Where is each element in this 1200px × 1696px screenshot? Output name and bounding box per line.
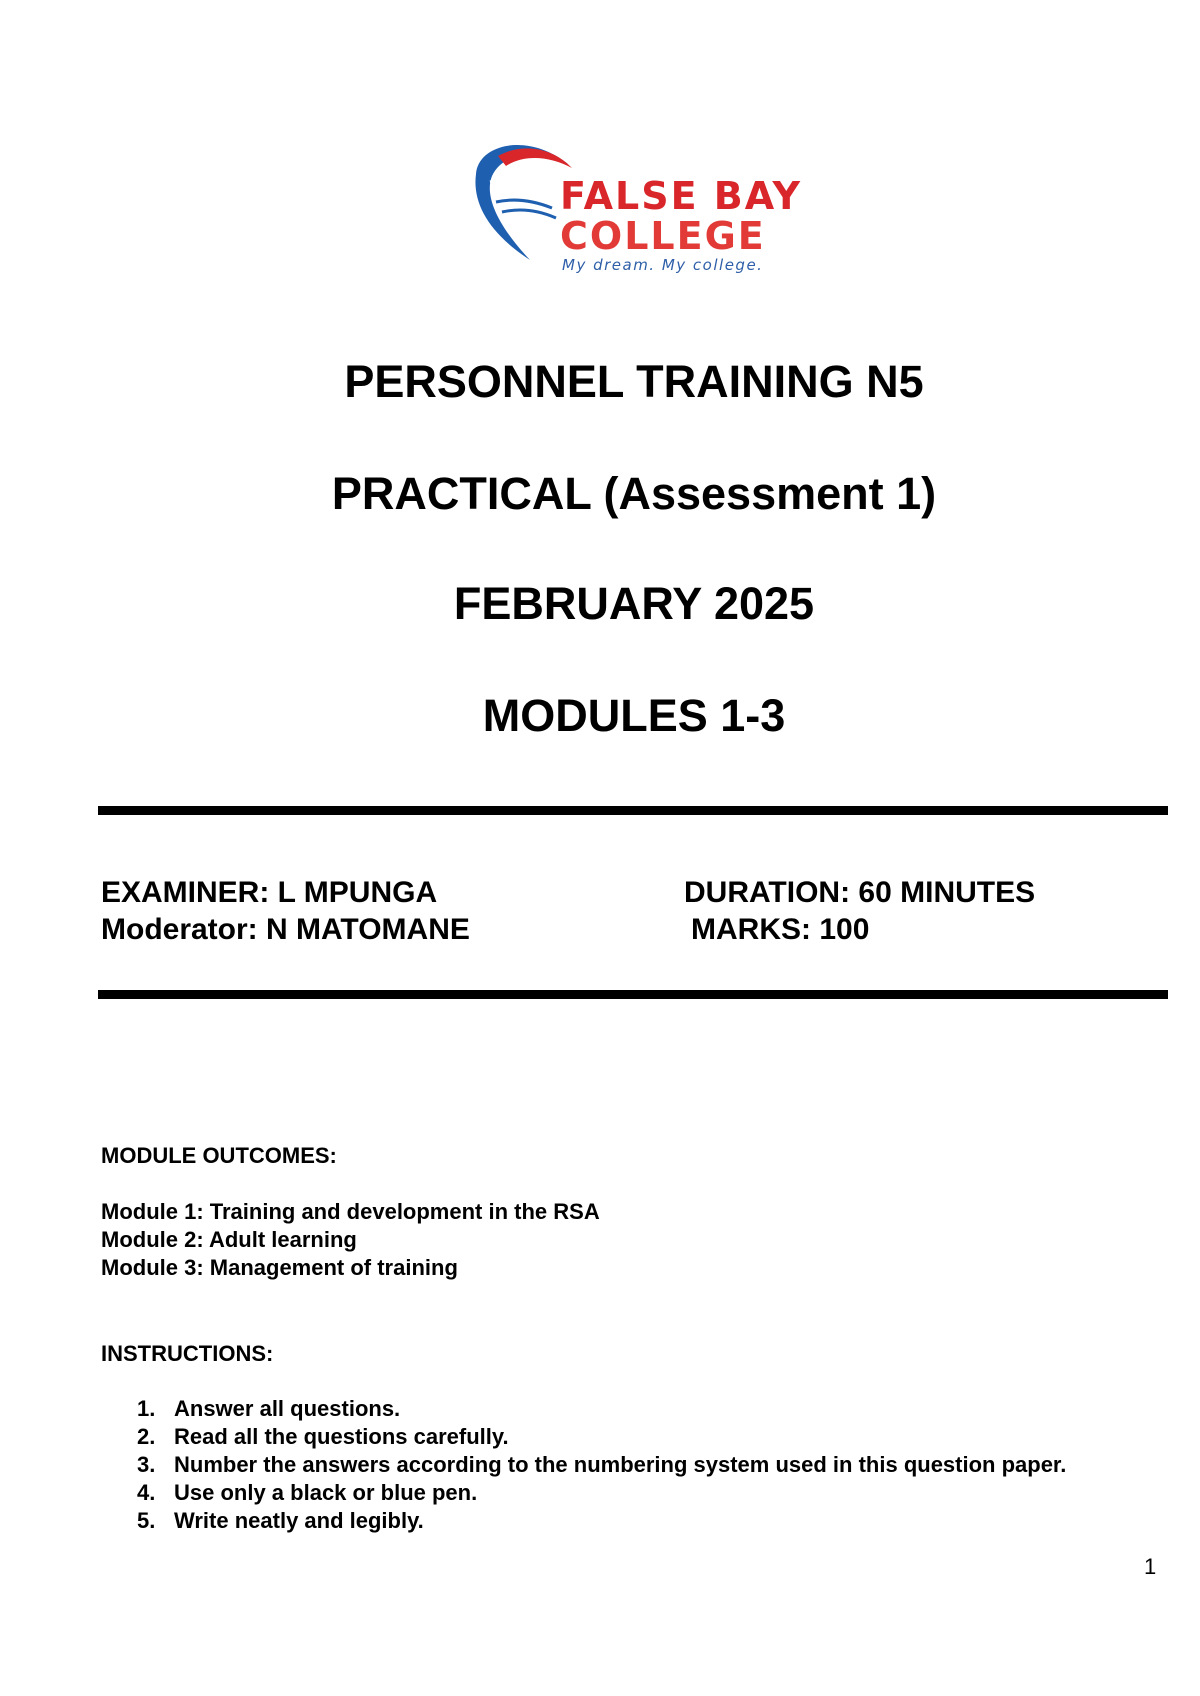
instruction-text: Read all the questions carefully. [174,1424,509,1449]
assessment-title: PRACTICAL (Assessment 1) [331,468,937,519]
logo-tagline: My dream. My college. [562,256,764,274]
instruction-text: Write neatly and legibly. [174,1508,424,1533]
examiner-line: EXAMINER: L MPUNGA [101,876,438,909]
instruction-number: 3. [137,1452,156,1477]
subject-title: PERSONNEL TRAINING N5 [344,356,924,407]
date-title: FEBRUARY 2025 [453,578,815,629]
instruction-text: Use only a black or blue pen. [174,1480,478,1505]
instruction-number: 5. [137,1508,156,1533]
outcomes-list [101,1198,600,1282]
divider-top [98,806,1168,815]
instruction-number: 4. [137,1480,156,1505]
divider-bottom [98,990,1168,999]
college-logo [468,134,868,274]
modules-title: MODULES 1-3 [482,690,786,741]
instruction-text: Answer all questions. [174,1396,401,1421]
moderator-line: Moderator: N MATOMANE [101,913,470,946]
outcome-item: Module 3: Management of training [101,1255,458,1280]
instructions-heading: INSTRUCTIONS: [101,1341,274,1366]
page-number: 1 [1144,1554,1157,1579]
outcome-item: Module 1: Training and development in the RSA [101,1199,600,1224]
marks-line: MARKS: 100 [691,913,870,946]
instruction-number: 1. [137,1396,156,1421]
instruction-number: 2. [137,1424,156,1449]
instruction-text: Number the answers according to the numbering system used in this question paper. [174,1452,1067,1477]
logo-text-line2: COLLEGE [560,214,766,258]
outcome-item: Module 2: Adult learning [101,1227,357,1252]
outcomes-heading: MODULE OUTCOMES: [101,1143,337,1168]
logo-text-line1: FALSE BAY [560,174,803,218]
duration-line: DURATION: 60 MINUTES [684,876,1036,909]
